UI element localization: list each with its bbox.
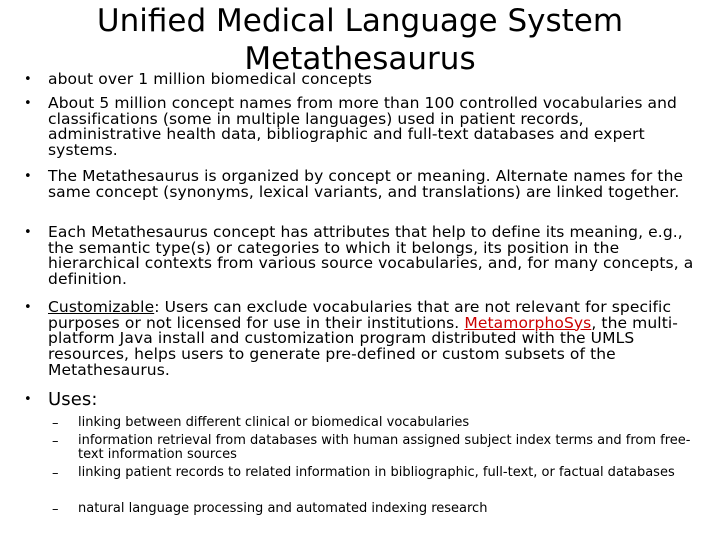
bullet-icon: • bbox=[24, 72, 32, 87]
bullet-text bbox=[48, 300, 696, 379]
bullet-icon: • bbox=[24, 96, 32, 111]
title-line-2: Metathesaurus bbox=[244, 41, 476, 77]
sub-item-text: linking between different clinical or biomedical vocabularies bbox=[78, 415, 470, 430]
sub-item-text: information retrieval from databases with human assigned subject index terms and from free-text information sources bbox=[78, 433, 691, 462]
dash-icon: – bbox=[52, 434, 59, 449]
metamorphosys-text: , the multi-platform Java install and customization program distributed with the UMLS resources, helps users to generate pre-defined or custom subsets of the Metathesaurus. bbox=[48, 313, 678, 379]
bullet-text: The Metathesaurus is organized by concept or meaning. Alternate names for the same concept (synonyms, lexical variants, and translations) are linked together. bbox=[48, 167, 684, 201]
metamorphosys-link[interactable]: MetamorphoSys bbox=[464, 313, 592, 332]
bullet-icon: • bbox=[24, 300, 32, 315]
bullet-icon: • bbox=[24, 225, 32, 240]
sub-item-text: natural language processing and automated indexing research bbox=[78, 501, 488, 516]
page-title bbox=[60, 2, 660, 78]
dash-icon: – bbox=[52, 466, 59, 481]
dash-icon: – bbox=[52, 502, 59, 517]
dash-icon: – bbox=[52, 416, 59, 431]
uses-label: Uses: bbox=[48, 389, 98, 410]
bullet-text: about over 1 million biomedical concepts bbox=[48, 70, 373, 88]
sub-item-text: linking patient records to related information in bibliographic, full-text, or factual databases bbox=[78, 465, 675, 480]
customizable-text: : Users can exclude vocabularies that are not relevant for specific purposes or not licensed for use in their institutions. bbox=[48, 298, 672, 332]
bullet-icon: • bbox=[24, 169, 32, 184]
title-line-1: Unified Medical Language System bbox=[96, 3, 624, 39]
bullet-text: About 5 million concept names from more than 100 controlled vocabularies and classifications (some in multiple languages) used in patient records, administrative health data, bibliographic and full-text databases and expert systems. bbox=[48, 94, 677, 160]
bullet-text: Each Metathesaurus concept has attributes that help to define its meaning, e.g., the semantic type(s) or categories to which it belongs, its position in the hierarchical contexts from various source vocabularies, and, for many concepts, a definition. bbox=[48, 223, 694, 289]
customizable-link[interactable]: Customizable bbox=[48, 298, 155, 316]
bullet-icon: • bbox=[24, 392, 32, 407]
